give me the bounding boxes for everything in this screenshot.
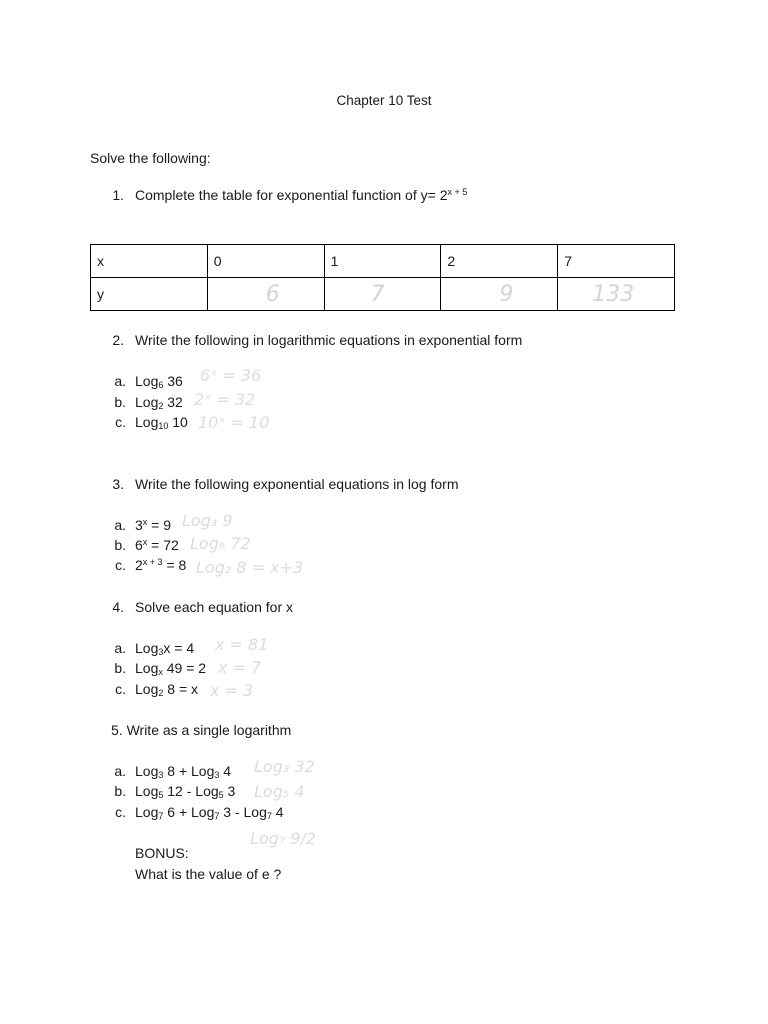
item-label: b. <box>114 394 126 410</box>
item-label: c. <box>115 414 126 430</box>
instructions: Solve the following: <box>90 150 211 166</box>
item-expression: Log$_x$ 49 = 2 <box>135 660 207 677</box>
table-cell <box>441 278 558 311</box>
item-label: c. <box>115 557 126 573</box>
question-number: 2. <box>112 332 124 348</box>
table-cell: 1 <box>324 245 441 278</box>
item-label: b. <box>114 783 126 799</box>
question-number: 4. <box>112 599 124 615</box>
item-expression: Log$_{10}$ 10 <box>135 414 188 431</box>
handwritten-answer: 10ˣ = 10 <box>198 413 270 432</box>
item-expression: $3^x = 9$ <box>135 517 172 533</box>
item-expression: Log$_3$x = 4 <box>135 640 195 657</box>
bonus-label: BONUS: <box>135 845 189 861</box>
handwritten-answer: Log₃ 32 <box>254 757 315 776</box>
question-number: 3. <box>112 476 124 492</box>
item-label: a. <box>114 640 126 656</box>
item-label: b. <box>114 537 126 553</box>
handwritten-answer: Log₅ 4 <box>254 782 305 801</box>
table-cell: y <box>91 278 208 311</box>
handwritten-answer: x = 81 <box>215 635 269 654</box>
item-expression: Log$_5$ 12 - Log$_5$ 3 <box>135 783 236 800</box>
handwritten-answer: x = 3 <box>210 681 254 700</box>
item-label: a. <box>114 517 126 533</box>
item-expression: $6^x = 72$ <box>135 537 179 553</box>
item-expression: Log$_3$ 8 + Log$_3$ 4 <box>135 763 232 780</box>
question-number: 1. <box>112 187 124 203</box>
handwritten-answer: 2ˣ = 32 <box>194 390 256 409</box>
handwritten-answer: Log₇ 9/2 <box>250 829 317 848</box>
question-text: Write the following in logarithmic equations in exponential form <box>135 332 523 348</box>
handwritten-answer: 6 <box>265 281 280 307</box>
item-expression: Log$_2$ 8 = x <box>135 681 199 698</box>
item-expression: Log$_2$ 32 <box>135 394 183 411</box>
item-label: a. <box>114 373 126 389</box>
question-text: Solve each equation for x <box>135 599 293 615</box>
item-label: b. <box>114 660 126 676</box>
handwritten-answer: 6ˣ = 36 <box>200 366 262 385</box>
item-label: c. <box>115 804 126 820</box>
bonus-question: What is the value of e ? <box>135 866 282 882</box>
handwritten-answer: 9 <box>499 281 514 307</box>
item-expression: Log$_7$ 6 + Log$_7$ 3 - Log$_7$ 4 <box>135 804 284 821</box>
page-title: Chapter 10 Test <box>336 93 432 108</box>
question-5: 5. Write as a single logarithm <box>111 722 292 738</box>
table-cell: x <box>91 245 208 278</box>
table-cell <box>324 278 441 311</box>
question-text: Write the following exponential equations in log form <box>135 476 459 492</box>
table-cell: 0 <box>207 245 324 278</box>
table-row <box>91 278 675 311</box>
handwritten-answer: x = 7 <box>218 658 262 677</box>
handwritten-answer: 133 <box>592 281 635 307</box>
handwritten-answer: Log₆ 72 <box>190 534 251 553</box>
question-text: Complete the table for exponential function of $y= 2^{x + 5}$ <box>135 187 468 203</box>
exponential-table <box>90 244 675 311</box>
item-label: c. <box>115 681 126 697</box>
table-cell: 7 <box>558 245 675 278</box>
table-cell <box>207 278 324 311</box>
item-expression: Log$_6$ 36 <box>135 373 183 390</box>
item-label: a. <box>114 763 126 779</box>
handwritten-answer: 7 <box>370 281 385 307</box>
item-expression: $2^{x + 3} = 8$ <box>135 557 187 573</box>
table-row <box>91 245 675 278</box>
table-cell: 2 <box>441 245 558 278</box>
table-cell <box>558 278 675 311</box>
handwritten-answer: Log₃ 9 <box>182 511 233 530</box>
handwritten-answer: Log₂ 8 = x+3 <box>196 558 304 577</box>
